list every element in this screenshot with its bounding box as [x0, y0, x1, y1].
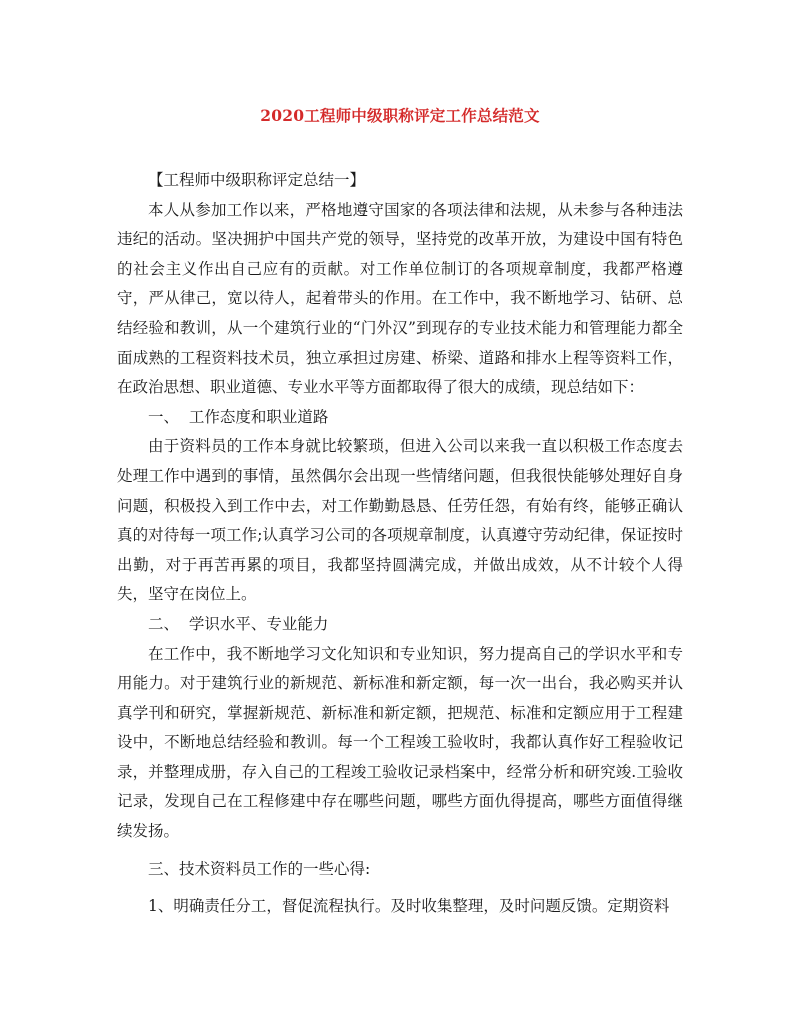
paragraph-spacer — [117, 884, 683, 892]
paragraph-3: 1、明确责任分工，督促流程执行。及时收集整理，及时问题反馈。定期资料 — [148, 897, 670, 916]
document-body — [117, 166, 683, 922]
intro-paragraph: 本人从参加工作以来，严格地遵守国家的各项法律和法规，从未参与各种违法违纪的活动。坚决拥护中国共产党的领导，坚持党的改革开放，为建设中国有特色的社会主义作出自己应有的贡献。对工作单位制订的各项规章制度，我都严格遵守，严从律己，宽以待人，起着带头的作用。在工作中，我不断地学习、钻研、总结经验和教训，从一个建筑行业的“门外汉”到现存的专业技术能力和管理能力都全面成熟的工程资料技术员，独立承担过房建、桥梁、道路和排水上程等资料工作，在政治思想、职业道德、专业水平等方面都取得了很大的成绩，现总结如下： — [117, 200, 683, 397]
section-tag: 【工程师中级职称评定总结一】 — [148, 171, 366, 189]
paragraph-spacer — [117, 847, 683, 855]
section-heading-2: 二、 学识水平、专业能力 — [148, 614, 329, 633]
document-title: 2020工程师中级职称评定工作总结范文 — [260, 106, 540, 125]
paragraph-2: 在工作中，我不断地学习文化知识和专业知识，努力提高自己的学识水平和专用能力。对于建筑行业的新规范、新标准和新定额，每一次一出台，我必购买并认真学刊和研究，掌握新规范、新标准和新定额，把规范、标准和定额应用于工程建设中，不断地总结经验和教训。每一个工程竣工验收时，我都认真作好工程验收记录，并整理成册，存入自己的工程竣工验收记录档案中，经常分析和研究竣.工验收记录，发现自己在工程修建中存在哪些问题，哪些方面仇得提高，哪些方面值得继续发扬。 — [117, 644, 683, 841]
paragraph-1: 由于资料员的工作本身就比较繁琐，但进入公司以来我一直以积极工作态度去处理工作中遇到的事情，虽然偶尔会出现一些情绪问题，但我很快能够处理好自身问题，积极投入到工作中去，对工作勤勤恳恳、任劳任怨，有始有终，能够正确认真的对待每一项工作;认真学习公司的各项规章制度，认真遵守劳动纪律，保证按时出勤，对于再苦再累的项目，我都坚持圆满完成，并做出成效，从不计较个人得失，坚守在岗位上。 — [117, 437, 683, 604]
section-heading-1: 一、 工作态度和职业道路 — [148, 407, 329, 426]
section-heading-3: 三、技术资料员工作的一些心得: — [148, 859, 371, 878]
